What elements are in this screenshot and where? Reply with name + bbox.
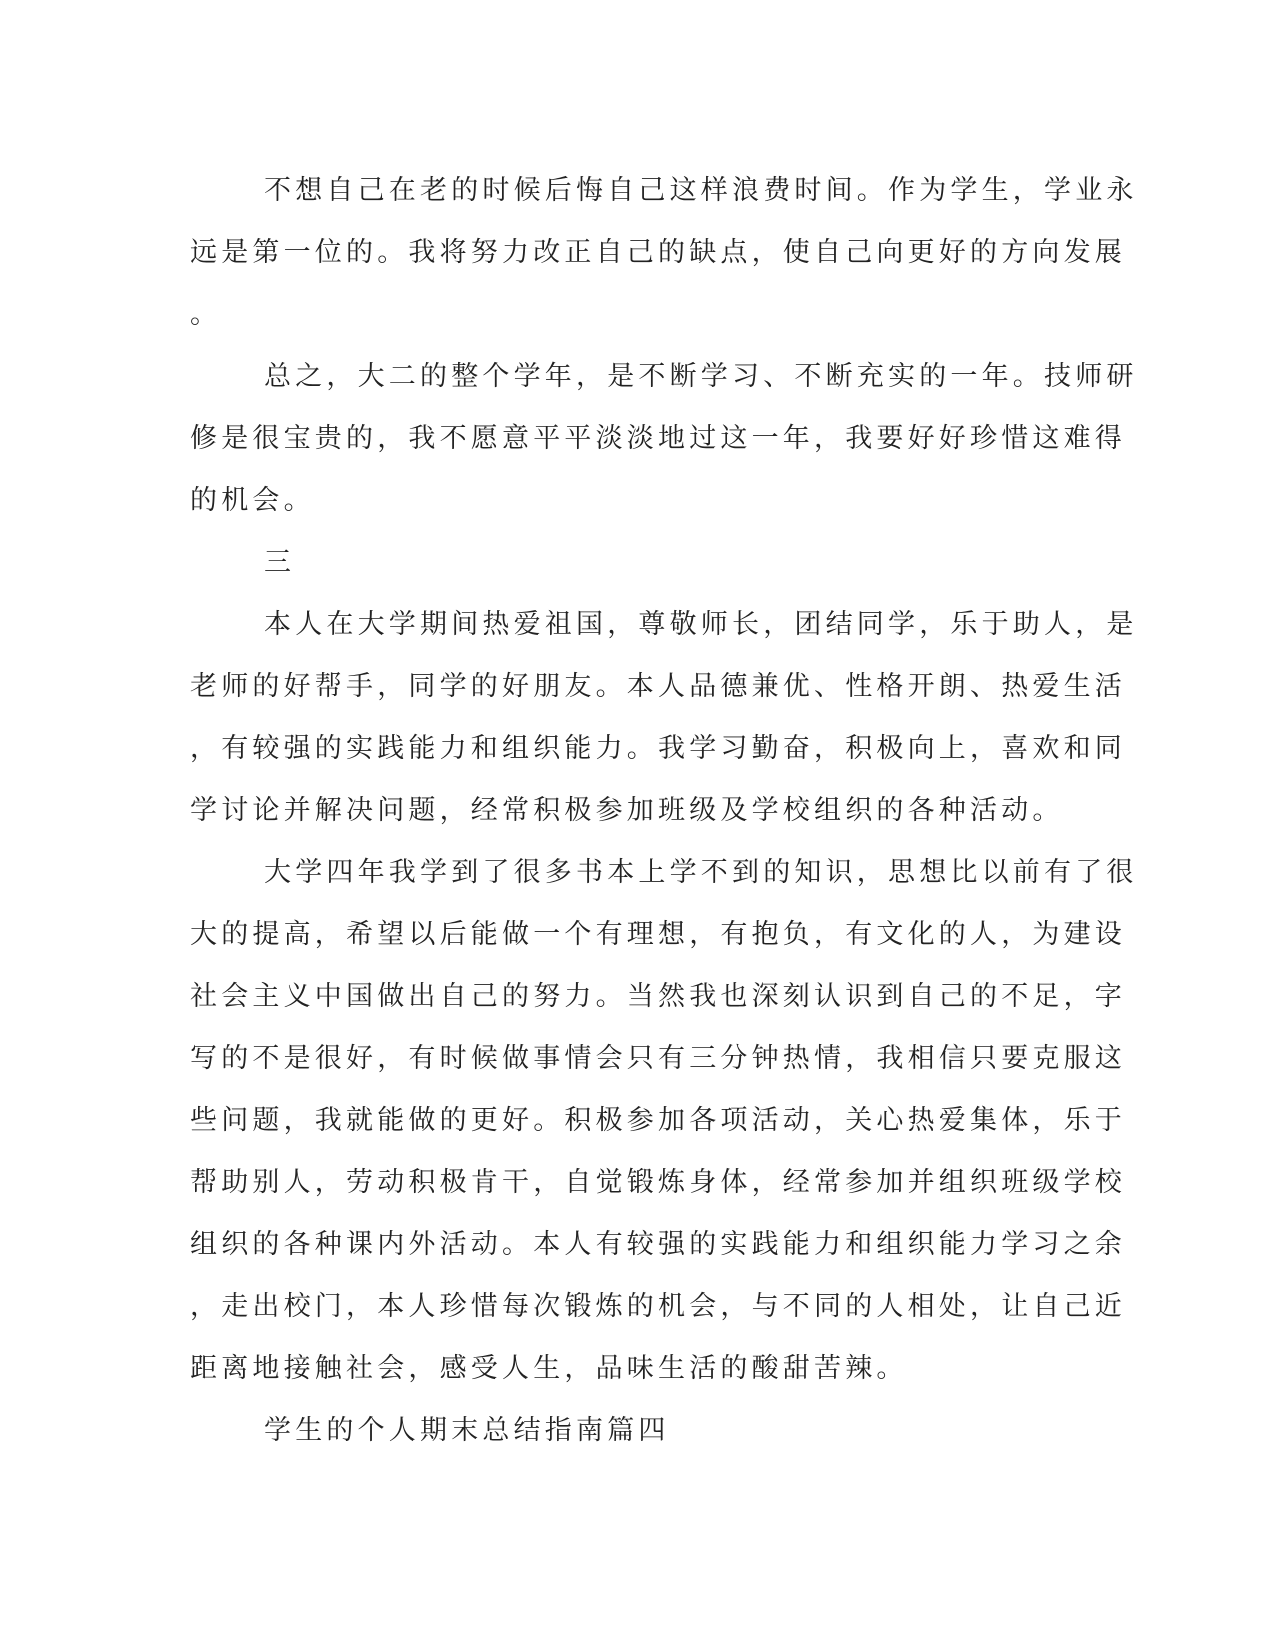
paragraph-line: 总之，大二的整个学年，是不断学习、不断充实的一年。技师研	[264, 361, 1138, 392]
paragraph-line: 些问题，我就能做的更好。积极参加各项活动，关心热爱集体，乐于	[190, 1105, 1126, 1136]
paragraph-line: 距离地接触社会，感受人生，品味生活的酸甜苦辣。	[190, 1353, 908, 1384]
paragraph-line: 老师的好帮手，同学的好朋友。本人品德兼优、性格开朗、热爱生活	[190, 671, 1126, 702]
paragraph-line: 远是第一位的。我将努力改正自己的缺点，使自己向更好的方向发展	[190, 237, 1126, 268]
paragraph-line: 大的提高，希望以后能做一个有理想，有抱负，有文化的人，为建设	[190, 919, 1126, 950]
section-number: 三	[264, 547, 296, 578]
paragraph-line: 本人在大学期间热爱祖国，尊敬师长，团结同学，乐于助人，是	[264, 609, 1138, 640]
document-body	[190, 160, 1138, 1462]
paragraph-line: 组织的各种课内外活动。本人有较强的实践能力和组织能力学习之余	[190, 1229, 1126, 1260]
paragraph-line: ，有较强的实践能力和组织能力。我学习勤奋，积极向上，喜欢和同	[190, 733, 1126, 764]
paragraph-line: 社会主义中国做出自己的努力。当然我也深刻认识到自己的不足，字	[190, 981, 1126, 1012]
paragraph-line: ，走出校门，本人珍惜每次锻炼的机会，与不同的人相处，让自己近	[190, 1291, 1126, 1322]
paragraph-line: 的机会。	[190, 485, 315, 516]
paragraph-line: 修是很宝贵的，我不愿意平平淡淡地过这一年，我要好好珍惜这难得	[190, 423, 1126, 454]
paragraph-line: 学讨论并解决问题，经常积极参加班级及学校组织的各种活动。	[190, 795, 1064, 826]
paragraph-line: 不想自己在老的时候后悔自己这样浪费时间。作为学生，学业永	[264, 175, 1138, 206]
paragraph-line: 帮助别人，劳动积极肯干，自觉锻炼身体，经常参加并组织班级学校	[190, 1167, 1126, 1198]
paragraph-line: 写的不是很好，有时候做事情会只有三分钟热情，我相信只要克服这	[190, 1043, 1126, 1074]
paragraph-line: 大学四年我学到了很多书本上学不到的知识，思想比以前有了很	[264, 857, 1138, 888]
paragraph-line: 。	[190, 299, 222, 330]
section-heading: 学生的个人期末总结指南篇四	[264, 1415, 670, 1446]
